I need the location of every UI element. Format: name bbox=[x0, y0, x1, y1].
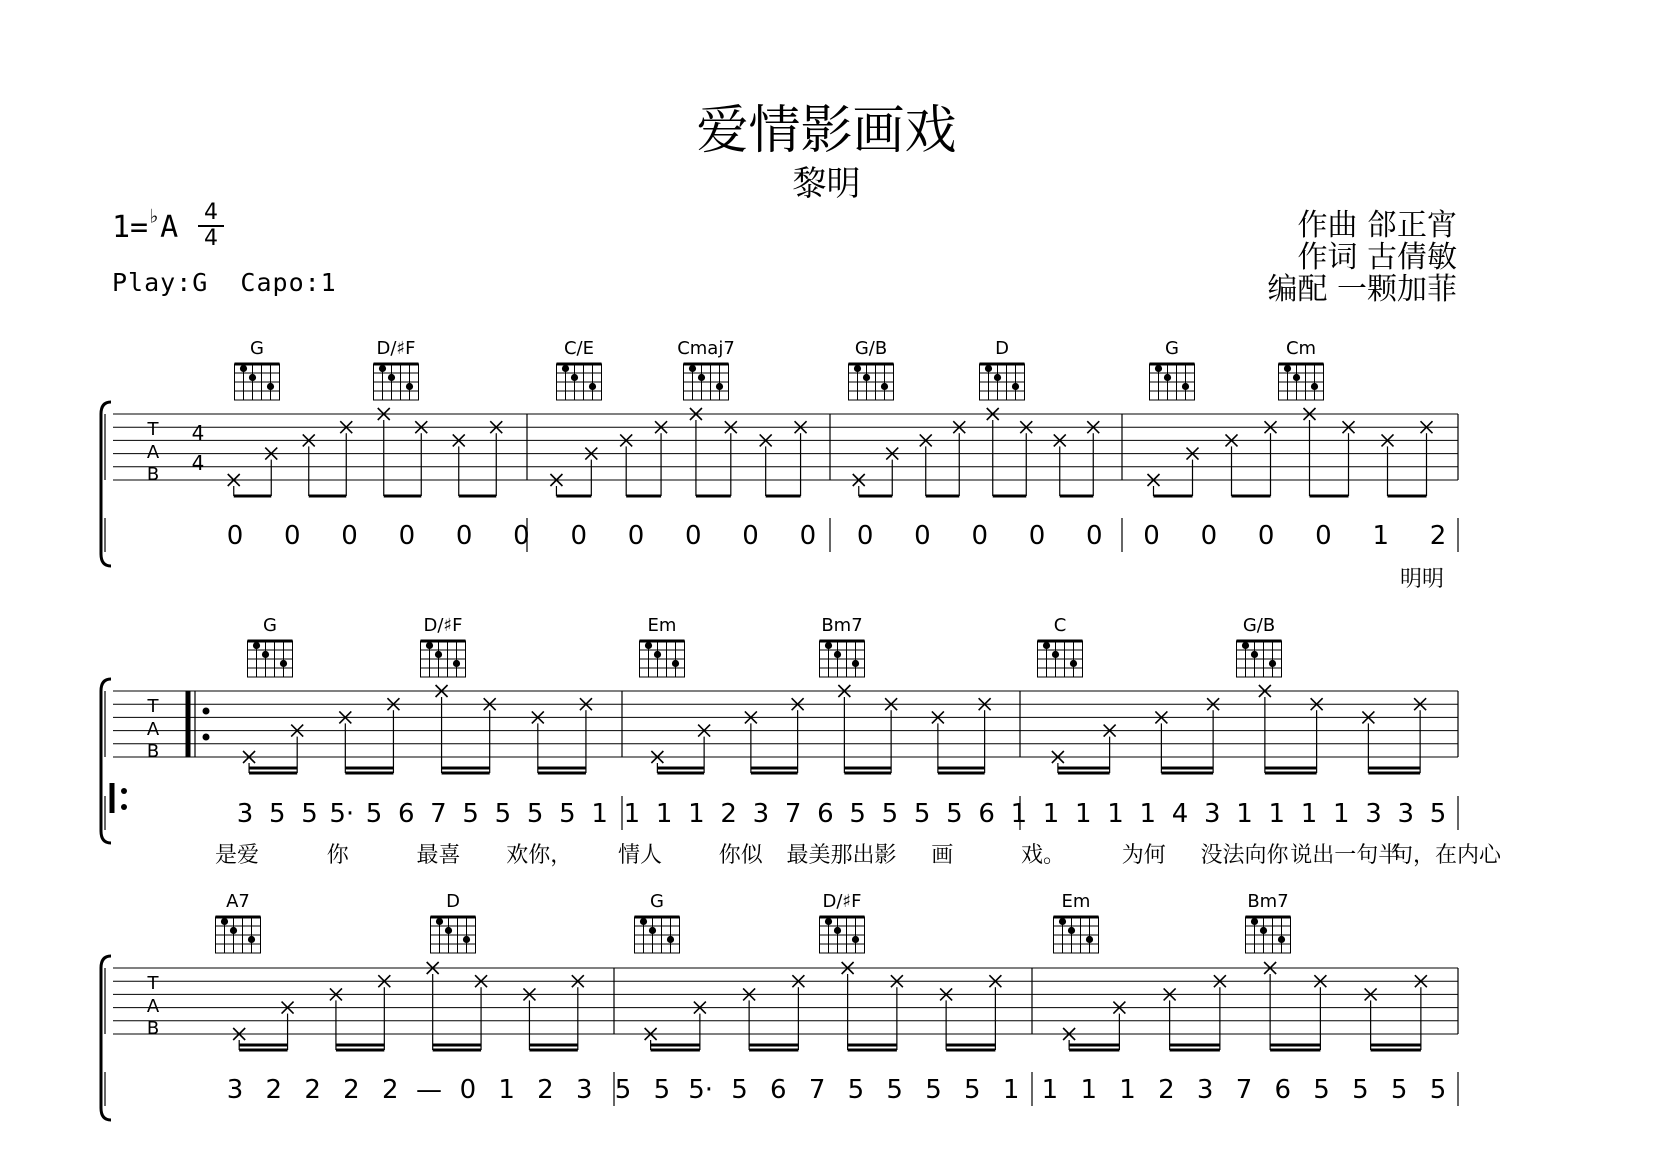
chord-name: D/♯F bbox=[822, 891, 862, 912]
system-brace bbox=[101, 956, 111, 1120]
chord-finger-dot bbox=[230, 927, 237, 934]
chord-finger-dot bbox=[267, 383, 274, 390]
jianpu-note: 3 bbox=[575, 1075, 593, 1105]
chord-finger-dot bbox=[388, 374, 395, 381]
jianpu-note: 1 bbox=[1300, 799, 1318, 829]
lyric-word: 明明 bbox=[1399, 567, 1445, 592]
jianpu-note: 0 bbox=[459, 1075, 477, 1105]
chord-name: G/B bbox=[854, 338, 888, 359]
chord-finger-dot bbox=[453, 660, 460, 667]
chord-finger-dot bbox=[562, 365, 569, 372]
jianpu-note: 1 bbox=[1119, 1075, 1136, 1105]
lyric-word: 为何 bbox=[1121, 843, 1166, 868]
chord-name: D bbox=[995, 338, 1009, 359]
chord-finger-dot bbox=[426, 642, 433, 649]
jianpu-note: 5 bbox=[365, 799, 383, 829]
key-prefix: 1= bbox=[112, 210, 149, 245]
repeat-dot bbox=[121, 804, 127, 810]
chord-name: G bbox=[1165, 338, 1179, 359]
lyric-word: 你似 bbox=[718, 843, 763, 868]
chord-diagram bbox=[1150, 364, 1195, 400]
chord-name: C bbox=[1053, 615, 1067, 636]
jianpu-note: 2 bbox=[720, 799, 737, 829]
jianpu-note: 0 bbox=[398, 521, 416, 551]
chord-finger-dot bbox=[280, 660, 287, 667]
capo-position: Capo:1 bbox=[240, 268, 337, 297]
chord-finger-dot bbox=[445, 927, 452, 934]
jianpu-note: 0 bbox=[226, 521, 244, 551]
jianpu-note: 0 bbox=[455, 521, 473, 551]
chord-diagram bbox=[421, 641, 466, 677]
tab-clef-t: T bbox=[147, 696, 159, 717]
chord-finger-dot bbox=[645, 642, 652, 649]
jianpu-note: 2 bbox=[343, 1075, 360, 1105]
jianpu-note: 0 bbox=[742, 521, 759, 551]
chord-finger-dot bbox=[985, 365, 992, 372]
chord-finger-dot bbox=[1242, 642, 1249, 649]
chord-finger-dot bbox=[249, 374, 256, 381]
chord-finger-dot bbox=[852, 936, 859, 943]
jianpu-note: 3 bbox=[1365, 799, 1382, 829]
chord-name: Em bbox=[1061, 891, 1091, 912]
chord-name: Bm7 bbox=[1247, 891, 1289, 912]
chord-name: Bm7 bbox=[821, 615, 863, 636]
chord-diagram bbox=[248, 641, 293, 677]
jianpu-note: 0 bbox=[1143, 521, 1160, 551]
chord-finger-dot bbox=[825, 918, 832, 925]
jianpu-note: 1 bbox=[1010, 799, 1028, 829]
jianpu-note: 5 bbox=[268, 799, 286, 829]
chord-diagram bbox=[374, 364, 419, 400]
jianpu-note: 7 bbox=[808, 1075, 826, 1105]
chord-diagram bbox=[557, 364, 602, 400]
jianpu-note: 4 bbox=[1171, 799, 1189, 829]
chord-finger-dot bbox=[825, 642, 832, 649]
time-top: 4 bbox=[204, 200, 218, 225]
chord-name: D bbox=[446, 891, 460, 912]
key-flat-sign: ♭ bbox=[148, 204, 161, 228]
chord-finger-dot bbox=[863, 374, 870, 381]
lyric-word: 没法向你 bbox=[1200, 843, 1289, 868]
lyric-word: 最美那出影 bbox=[786, 843, 897, 868]
jianpu-note: 0 bbox=[1200, 521, 1218, 551]
jianpu-note: 5· bbox=[688, 1075, 714, 1105]
chord-diagram bbox=[216, 917, 261, 953]
chord-diagram bbox=[820, 641, 865, 677]
chord-finger-dot bbox=[881, 383, 888, 390]
jianpu-note: 5· bbox=[329, 799, 355, 829]
system-brace bbox=[101, 679, 111, 843]
jianpu-note: 1 bbox=[1372, 521, 1389, 551]
tab-clef-b: B bbox=[146, 1018, 160, 1039]
credit-arranger: 编配 一颗加菲 bbox=[1267, 272, 1457, 307]
repeat-dot bbox=[203, 734, 210, 741]
song-title: 爱情影画戏 bbox=[696, 101, 957, 161]
lyric-word: 说出一句半 bbox=[1290, 843, 1401, 868]
chord-name: C/E bbox=[563, 338, 595, 359]
lyric-word: 画 bbox=[931, 843, 954, 868]
jianpu-note: 0 bbox=[1257, 521, 1275, 551]
chord-diagram bbox=[1246, 917, 1291, 953]
chord-diagram bbox=[849, 364, 894, 400]
jianpu-note: 0 bbox=[914, 521, 931, 551]
jianpu-note: 2 bbox=[304, 1075, 321, 1105]
chord-finger-dot bbox=[994, 374, 1001, 381]
chord-finger-dot bbox=[253, 642, 260, 649]
jianpu-note: 0 bbox=[513, 521, 530, 551]
jianpu-note: 0 bbox=[856, 521, 874, 551]
tab-clef-b: B bbox=[146, 464, 160, 485]
chord-finger-dot bbox=[571, 374, 578, 381]
chord-finger-dot bbox=[716, 383, 723, 390]
jianpu-note: 1 bbox=[688, 799, 705, 829]
tab-clef-a: A bbox=[146, 719, 160, 740]
chord-finger-dot bbox=[654, 651, 661, 658]
jianpu-note: 5 bbox=[849, 799, 866, 829]
play-key: Play:G bbox=[112, 268, 209, 297]
repeat-dot bbox=[203, 708, 210, 715]
jianpu-note: 1 bbox=[623, 799, 641, 829]
jianpu-note: 5 bbox=[881, 799, 899, 829]
jianpu-note: 2 bbox=[537, 1075, 554, 1105]
chord-name: D/♯F bbox=[423, 615, 463, 636]
jianpu-note: 1 bbox=[498, 1075, 515, 1105]
chord-finger-dot bbox=[240, 365, 247, 372]
jianpu-note: 5 bbox=[614, 1075, 632, 1105]
chord-finger-dot bbox=[1068, 927, 1075, 934]
chord-finger-dot bbox=[1070, 660, 1077, 667]
jianpu-note: 6 bbox=[1274, 1075, 1292, 1105]
chord-finger-dot bbox=[667, 936, 674, 943]
chord-diagram bbox=[1237, 641, 1282, 677]
chord-finger-dot bbox=[698, 374, 705, 381]
lyric-word: 是爱 bbox=[214, 843, 260, 868]
tab-clef-t: T bbox=[147, 973, 159, 994]
jianpu-note: 2 bbox=[1158, 1075, 1175, 1105]
chord-diagram bbox=[640, 641, 685, 677]
jianpu-note: 3 bbox=[1397, 799, 1415, 829]
chord-name: A7 bbox=[226, 891, 250, 912]
chord-diagram bbox=[635, 917, 680, 953]
chord-finger-dot bbox=[248, 936, 255, 943]
jianpu-note: 1 bbox=[1332, 799, 1350, 829]
jianpu-note: 0 bbox=[570, 521, 587, 551]
jianpu-note: 5 bbox=[653, 1075, 671, 1105]
jianpu-note: 0 bbox=[627, 521, 645, 551]
chord-finger-dot bbox=[1251, 918, 1258, 925]
jianpu-note: 1 bbox=[591, 799, 608, 829]
chord-name: G/B bbox=[1242, 615, 1276, 636]
chord-finger-dot bbox=[1260, 927, 1267, 934]
jianpu-note: 5 bbox=[494, 799, 512, 829]
repeat-dot bbox=[121, 788, 127, 794]
chord-name: D/♯F bbox=[376, 338, 416, 359]
jianpu-note: 3 bbox=[236, 799, 254, 829]
chord-finger-dot bbox=[1052, 651, 1059, 658]
jianpu-note: 5 bbox=[1390, 1075, 1408, 1105]
jianpu-note: 5 bbox=[1352, 1075, 1369, 1105]
jianpu-note: 5 bbox=[847, 1075, 865, 1105]
chord-finger-dot bbox=[1043, 642, 1050, 649]
tab-clef-b: B bbox=[146, 741, 160, 762]
chord-diagram bbox=[1038, 641, 1083, 677]
jianpu-note: 0 bbox=[1086, 521, 1103, 551]
chord-finger-dot bbox=[406, 383, 413, 390]
chord-finger-dot bbox=[262, 651, 269, 658]
credit-composer: 作曲 郃正宵 bbox=[1297, 208, 1457, 243]
jianpu-note: 6 bbox=[978, 799, 995, 829]
tab-time-bottom: 4 bbox=[191, 451, 205, 475]
jianpu-note: 0 bbox=[685, 521, 702, 551]
jianpu-note: 0 bbox=[1315, 521, 1332, 551]
lyric-word: 戏。 bbox=[1020, 843, 1066, 868]
jianpu-note: 6 bbox=[770, 1075, 787, 1105]
jianpu-note: 1 bbox=[1236, 799, 1253, 829]
jianpu-note: 3 bbox=[1204, 799, 1221, 829]
chord-name: G bbox=[263, 615, 277, 636]
jianpu-note: 0 bbox=[1028, 521, 1046, 551]
system-brace bbox=[101, 402, 111, 566]
jianpu-note: 3 bbox=[752, 799, 770, 829]
jianpu-note: 2 bbox=[265, 1075, 283, 1105]
jianpu-note: 5 bbox=[1429, 799, 1447, 829]
jianpu-note: 1 bbox=[1139, 799, 1157, 829]
lyric-word: 情人 bbox=[617, 843, 663, 868]
chord-finger-dot bbox=[1311, 383, 1318, 390]
chord-name: G bbox=[650, 891, 664, 912]
jianpu-note: 5 bbox=[946, 799, 963, 829]
chord-finger-dot bbox=[436, 918, 443, 925]
lyric-word: 你 bbox=[326, 843, 349, 868]
chord-finger-dot bbox=[1155, 365, 1162, 372]
chord-diagram bbox=[431, 917, 476, 953]
chord-finger-dot bbox=[672, 660, 679, 667]
chord-diagram bbox=[1054, 917, 1099, 953]
jianpu-note: 1 bbox=[1041, 1075, 1059, 1105]
chord-name: Em bbox=[647, 615, 677, 636]
chord-finger-dot bbox=[1086, 936, 1093, 943]
chord-finger-dot bbox=[1251, 651, 1258, 658]
jianpu-note: 5 bbox=[301, 799, 318, 829]
jianpu-note: 1 bbox=[1042, 799, 1060, 829]
chord-diagram bbox=[684, 364, 729, 400]
jianpu-note: 5 bbox=[731, 1075, 748, 1105]
jianpu-note: 7 bbox=[784, 799, 802, 829]
chord-diagram bbox=[1279, 364, 1324, 400]
chord-finger-dot bbox=[834, 927, 841, 934]
jianpu-note: 1 bbox=[1107, 799, 1124, 829]
jianpu-note: 6 bbox=[817, 799, 834, 829]
chord-finger-dot bbox=[854, 365, 861, 372]
song-artist: 黎明 bbox=[792, 164, 861, 204]
chord-finger-dot bbox=[649, 927, 656, 934]
jianpu-note: 5 bbox=[886, 1075, 903, 1105]
jianpu-note: 0 bbox=[284, 521, 301, 551]
tab-clef-a: A bbox=[146, 442, 160, 463]
chord-finger-dot bbox=[1059, 918, 1066, 925]
tab-clef-a: A bbox=[146, 996, 160, 1017]
jianpu-note: 2 bbox=[381, 1075, 399, 1105]
chord-name: Cm bbox=[1285, 338, 1317, 359]
jianpu-note: 3 bbox=[226, 1075, 244, 1105]
jianpu-note: 1 bbox=[1075, 799, 1092, 829]
chord-name: Cmaj7 bbox=[677, 338, 735, 359]
credit-lyricist: 作词 古倩敏 bbox=[1297, 240, 1457, 275]
lyric-word: 欢你， bbox=[506, 843, 573, 868]
chord-finger-dot bbox=[1012, 383, 1019, 390]
chord-finger-dot bbox=[1182, 383, 1189, 390]
tab-time-top: 4 bbox=[191, 421, 205, 445]
lyric-word: 句，在内心 bbox=[1390, 843, 1502, 868]
chord-finger-dot bbox=[689, 365, 696, 372]
chord-finger-dot bbox=[589, 383, 596, 390]
lyric-word: 最喜 bbox=[416, 843, 461, 868]
jianpu-note: 2 bbox=[1429, 521, 1447, 551]
chord-diagram bbox=[820, 917, 865, 953]
chord-name: G bbox=[250, 338, 264, 359]
jianpu-note: 1 bbox=[1080, 1075, 1098, 1105]
time-bottom: 4 bbox=[204, 226, 218, 251]
chord-finger-dot bbox=[852, 660, 859, 667]
chord-diagram bbox=[980, 364, 1025, 400]
jianpu-note: 5 bbox=[526, 799, 544, 829]
chord-finger-dot bbox=[463, 936, 470, 943]
jianpu-note: — bbox=[416, 1075, 443, 1105]
jianpu-note: 5 bbox=[1429, 1075, 1447, 1105]
jianpu-note: 7 bbox=[1235, 1075, 1253, 1105]
chord-finger-dot bbox=[640, 918, 647, 925]
chord-finger-dot bbox=[1284, 365, 1291, 372]
jianpu-note: 0 bbox=[971, 521, 988, 551]
jianpu-note: 5 bbox=[964, 1075, 981, 1105]
jianpu-note: 3 bbox=[1196, 1075, 1214, 1105]
jianpu-note: 1 bbox=[655, 799, 673, 829]
chord-finger-dot bbox=[435, 651, 442, 658]
jianpu-note: 6 bbox=[397, 799, 415, 829]
chord-finger-dot bbox=[221, 918, 228, 925]
jianpu-note: 5 bbox=[913, 799, 931, 829]
chord-finger-dot bbox=[1164, 374, 1171, 381]
jianpu-note: 0 bbox=[799, 521, 817, 551]
chord-finger-dot bbox=[379, 365, 386, 372]
jianpu-note: 5 bbox=[559, 799, 576, 829]
tab-clef-t: T bbox=[147, 419, 159, 440]
chord-finger-dot bbox=[1278, 936, 1285, 943]
key-note: A bbox=[160, 210, 179, 245]
jianpu-note: 1 bbox=[1002, 1075, 1020, 1105]
jianpu-note: 1 bbox=[1268, 799, 1286, 829]
chord-finger-dot bbox=[834, 651, 841, 658]
jianpu-note: 5 bbox=[1313, 1075, 1330, 1105]
jianpu-note: 7 bbox=[430, 799, 447, 829]
chord-finger-dot bbox=[1269, 660, 1276, 667]
chord-finger-dot bbox=[1293, 374, 1300, 381]
chord-diagram bbox=[235, 364, 280, 400]
jianpu-note: 5 bbox=[925, 1075, 942, 1105]
jianpu-note: 0 bbox=[341, 521, 358, 551]
jianpu-note: 5 bbox=[462, 799, 479, 829]
